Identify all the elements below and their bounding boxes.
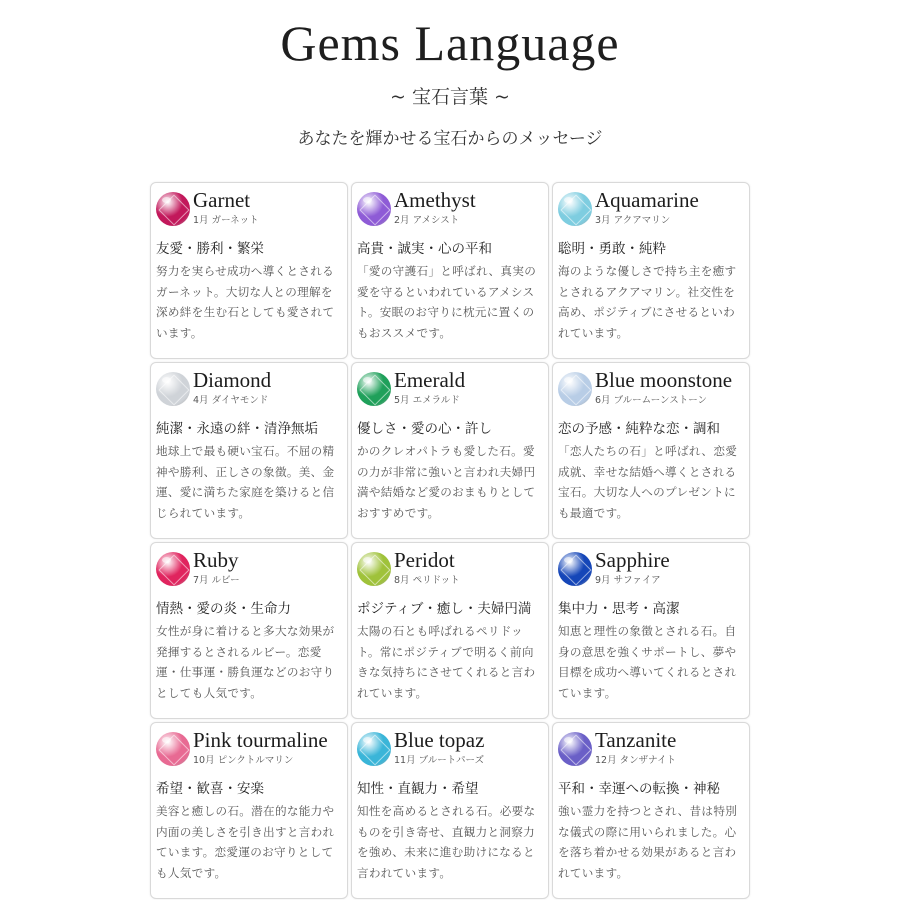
gem-card-header — [357, 729, 544, 773]
garnet-gem-icon — [156, 192, 190, 226]
gem-card-ruby — [150, 542, 348, 719]
gem-names — [394, 189, 476, 226]
gem-keywords: 友愛・勝利・繁栄 — [156, 241, 264, 257]
gem-names — [193, 189, 259, 226]
gem-name: Blue moonstone — [595, 368, 733, 392]
blue-topaz-gem-icon — [357, 732, 391, 766]
gem-names — [193, 369, 271, 406]
gem-card-header — [156, 369, 343, 413]
gem-names — [193, 729, 328, 766]
gem-month: 9月 サファイア — [595, 575, 661, 586]
gem-month: 4月 ダイヤモンド — [193, 395, 269, 406]
gem-card-header — [558, 189, 745, 233]
tanzanite-gem-icon — [558, 732, 592, 766]
gem-card-header — [156, 189, 343, 233]
gem-card-header — [156, 549, 343, 593]
gem-names — [394, 549, 460, 586]
gem-card-header — [558, 729, 745, 773]
gem-keywords: 情熱・愛の炎・生命力 — [156, 601, 291, 617]
gem-month: 11月 ブルートパーズ — [394, 755, 485, 766]
blue-moonstone-gem-icon — [558, 372, 592, 406]
gem-description: 美容と癒しの石。潜在的な能力や内面の美しさを引き出すと言われています。恋愛運のお守りとしても人気です。 — [156, 804, 335, 880]
gem-keywords: 希望・歓喜・安楽 — [156, 781, 264, 797]
gem-keywords: 恋の予感・純粋な恋・調和 — [558, 421, 720, 437]
gem-keywords: 知性・直観力・希望 — [357, 781, 479, 797]
gem-description: 知恵と理性の象徴とされる石。自身の意思を強くサポートし、夢や目標を成功へ導いてくれるとされています。 — [558, 624, 737, 700]
gem-card-header — [558, 549, 745, 593]
gem-description: 「恋人たちの石」と呼ばれ、恋愛成就、幸せな結婚へ導くとされる宝石。大切な人へのプレゼントにも最適です。 — [558, 444, 738, 520]
gem-name: Blue topaz — [394, 728, 485, 752]
peridot-gem-icon — [357, 552, 391, 586]
gem-card-header — [357, 189, 544, 233]
page-title: Gems Language — [280, 15, 620, 71]
gem-month: 6月 ブルームーンストーン — [595, 395, 708, 406]
gem-grid — [150, 182, 750, 899]
gem-keywords: 聡明・勇敢・純粋 — [558, 241, 666, 257]
gem-month: 12月 タンザナイト — [595, 755, 676, 766]
gem-names — [595, 549, 670, 586]
page-tagline: あなたを輝かせる宝石からのメッセージ — [297, 129, 603, 149]
gem-names — [193, 549, 240, 586]
gem-keywords: 平和・幸運への転換・神秘 — [558, 781, 720, 797]
aquamarine-gem-icon — [558, 192, 592, 226]
gem-name: Tanzanite — [595, 728, 677, 752]
gem-description: 女性が身に着けると多大な効果が発揮するとされるルビー。恋愛運・仕事運・勝負運などのお守りとしても人気です。 — [156, 624, 335, 700]
sapphire-gem-icon — [558, 552, 592, 586]
gem-name: Garnet — [193, 188, 251, 212]
diamond-gem-icon — [156, 372, 190, 406]
gem-card-header — [558, 369, 745, 413]
gem-card-peridot — [351, 542, 549, 719]
gem-card-diamond — [150, 362, 348, 539]
ruby-gem-icon — [156, 552, 190, 586]
gem-card-header — [357, 549, 544, 593]
gem-card-tanzanite — [552, 722, 750, 899]
gem-name: Diamond — [193, 368, 272, 392]
gem-description: 強い霊力を持つとされ、昔は特別な儀式の際に用いられました。心を落ち着かせる効果があると言われています。 — [558, 804, 738, 880]
gem-card-pink-tourmaline — [150, 722, 348, 899]
gem-description: 「愛の守護石」と呼ばれ、真実の愛を守るといわれているアメシスト。安眠のお守りに枕元に置くのもおススメです。 — [357, 264, 537, 340]
gem-keywords: 集中力・思考・高潔 — [558, 601, 680, 617]
gem-card-aquamarine — [552, 182, 750, 359]
gem-keywords: ポジティブ・癒し・夫婦円満 — [357, 601, 532, 617]
gem-card-blue-moonstone — [552, 362, 750, 539]
gem-names — [394, 369, 465, 406]
gem-month: 2月 アメシスト — [394, 215, 460, 226]
gem-card-header — [156, 729, 343, 773]
gem-name: Peridot — [394, 548, 455, 572]
gem-keywords: 優しさ・愛の心・許し — [357, 421, 492, 437]
gem-description: かのクレオパトラも愛した石。愛の力が非常に強いと言われ夫婦円満や結婚など愛のおまもりとしておすすめです。 — [357, 444, 536, 520]
gem-month: 8月 ペリドット — [394, 575, 460, 586]
gem-card-amethyst — [351, 182, 549, 359]
gem-card-garnet — [150, 182, 348, 359]
gem-name: Amethyst — [394, 188, 476, 212]
gem-names — [595, 729, 676, 766]
gem-card-blue-topaz — [351, 722, 549, 899]
gem-month: 7月 ルビー — [193, 575, 240, 586]
gem-card-sapphire — [552, 542, 750, 719]
gem-keywords: 高貴・誠実・心の平和 — [357, 241, 492, 257]
gem-description: 太陽の石とも呼ばれるペリドット。常にポジティブで明るく前向きな気持ちにさせてくれると言われています。 — [357, 624, 536, 700]
gem-name: Emerald — [394, 368, 466, 392]
gem-names — [595, 189, 699, 226]
gem-card-header — [357, 369, 544, 413]
gem-names — [394, 729, 484, 766]
gem-name: Pink tourmaline — [193, 728, 328, 752]
gem-month: 3月 アクアマリン — [595, 215, 671, 226]
pink-tourmaline-gem-icon — [156, 732, 190, 766]
gem-month: 10月 ピンクトルマリン — [193, 755, 294, 766]
gem-description: 努力を実らせ成功へ導くとされるガーネット。大切な人との理解を深め絆を生む石としても愛されています。 — [156, 264, 335, 340]
gem-description: 知性を高めるとされる石。必要なものを引き寄せ、直観力と洞察力を強め、未来に進む助けになると言われています。 — [357, 804, 536, 880]
gem-card-emerald — [351, 362, 549, 539]
gem-name: Ruby — [193, 548, 239, 572]
gem-description: 海のような優しさで持ち主を癒すとされるアクアマリン。社交性を高め、ポジティブにさせるといわれています。 — [558, 264, 737, 340]
gem-keywords: 純潔・永遠の絆・清浄無垢 — [156, 421, 318, 437]
page-subtitle: ~ 宝石言葉 ~ — [390, 86, 510, 108]
gem-names — [595, 369, 732, 406]
gem-month: 1月 ガーネット — [193, 215, 259, 226]
gem-month: 5月 エメラルド — [394, 395, 460, 406]
gem-description: 地球上で最も硬い宝石。不屈の精神や勝利、正しさの象徴。美、金運、愛に満ちた家庭を築けると信じられています。 — [156, 444, 335, 520]
gem-name: Aquamarine — [595, 188, 699, 212]
emerald-gem-icon — [357, 372, 391, 406]
amethyst-gem-icon — [357, 192, 391, 226]
gem-name: Sapphire — [595, 548, 670, 572]
